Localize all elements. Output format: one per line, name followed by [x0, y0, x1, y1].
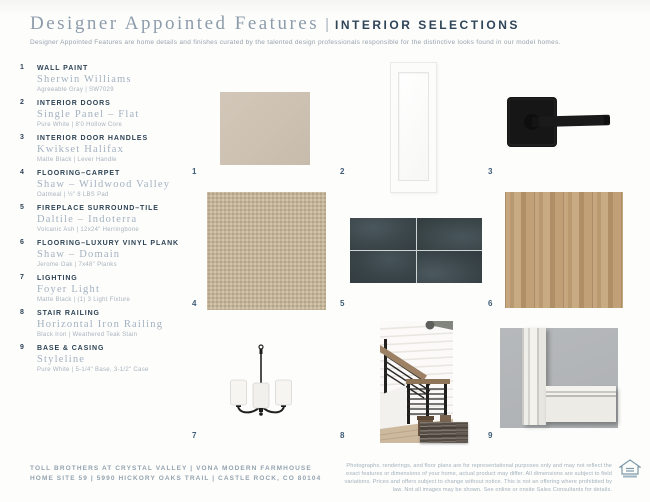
- interior-door-photo: [390, 62, 437, 193]
- item-heading: LIGHTING: [37, 275, 78, 282]
- item-name: Daltile – Indoterra: [37, 214, 138, 225]
- item-name: Shaw – Wildwood Valley: [37, 179, 171, 190]
- foyer-light-photo: [228, 344, 294, 420]
- page-title-caps: INTERIOR SELECTIONS: [335, 18, 520, 32]
- footer-homesite-line: HOME SITE 59 | 5990 HICKORY OAKS TRAIL | CASTLE ROCK, CO 80104: [30, 475, 322, 482]
- list-item-interior-doors: [20, 99, 185, 129]
- swatch-label-7: 7: [192, 431, 197, 440]
- item-heading: FLOORING–LUXURY VINYL PLANK: [37, 240, 180, 247]
- base-sample: [546, 386, 616, 422]
- item-heading: WALL PAINT: [37, 65, 89, 72]
- list-item-fireplace-tile: [20, 204, 185, 234]
- list-item-vinyl-plank: [20, 239, 185, 269]
- page-title: [30, 13, 630, 35]
- footer-address: [30, 464, 321, 484]
- list-item-base-casing: [20, 344, 185, 374]
- item-detail: Pure White | 8'0 Hollow Core: [37, 122, 123, 128]
- item-heading: FLOORING–CARPET: [37, 170, 121, 177]
- tile-cell: [417, 218, 483, 250]
- item-heading: INTERIOR DOORS: [37, 100, 111, 107]
- item-name: Shaw – Domain: [37, 249, 121, 260]
- item-heading: STAIR RAILING: [37, 310, 100, 317]
- item-number: 2: [20, 99, 24, 106]
- wall-paint-swatch: [220, 92, 310, 165]
- item-number: 9: [20, 344, 24, 351]
- item-number: 7: [20, 274, 24, 281]
- page-subtitle: Designer Appointed Features are home details and finishes curated by the talented design professionals responsible for the distinctive looks found in our model homes.: [30, 39, 561, 46]
- item-heading: INTERIOR DOOR HANDLES: [37, 135, 149, 142]
- item-name: Horizontal Iron Railing: [37, 319, 164, 330]
- selections-list: [20, 64, 185, 379]
- swatch-label-1: 1: [192, 167, 197, 176]
- footer-disclaimer: Photographs, renderings, and floor plans are for representational purposes only and may not reflect the exact features or dimensions of your home, actual product may differ. All dimensions are subject to field variations. Prices and offers subject to change without notice. This is not an offering where prohibited by law. Not all images may be shown. See online or onsite Sales Consultants for details.: [344, 463, 612, 493]
- item-heading: BASE & CASING: [37, 345, 105, 352]
- swatch-label-6: 6: [488, 299, 493, 308]
- tile-cell: [417, 251, 483, 283]
- header: [30, 13, 630, 46]
- item-name: Styleline: [37, 354, 86, 365]
- footer-community-line: TOLL BROTHERS AT CRYSTAL VALLEY | VONA MODERN FARMHOUSE: [30, 465, 312, 472]
- item-name: Kwikset Halifax: [37, 144, 125, 155]
- item-number: 3: [20, 134, 24, 141]
- item-detail: Agreeable Gray | SW7029: [37, 87, 114, 93]
- swatch-label-9: 9: [488, 431, 493, 440]
- item-number: 6: [20, 239, 24, 246]
- door-panel: [398, 72, 429, 181]
- list-item-wall-paint: [20, 64, 185, 94]
- casing-sample: [522, 328, 546, 425]
- teak-stain-swatch: [420, 422, 468, 443]
- item-name: Foyer Light: [37, 284, 101, 295]
- swatch-label-4: 4: [192, 299, 197, 308]
- swatch-label-5: 5: [340, 299, 345, 308]
- list-item-lighting: [20, 274, 185, 304]
- swatch-label-3: 3: [488, 167, 493, 176]
- item-detail: Matte Black | Lever Handle: [37, 157, 117, 163]
- base-casing-photo: [500, 328, 618, 428]
- item-detail: Jerome Oak | 7x48" Planks: [37, 262, 117, 268]
- item-detail: Volcanic Ash | 12x24" Herringbone: [37, 227, 139, 233]
- item-detail: Matte Black | (1) 3 Light Fixture: [37, 297, 131, 303]
- swatch-label-8: 8: [340, 431, 345, 440]
- tile-cell: [350, 251, 416, 283]
- list-item-door-handles: [20, 134, 185, 164]
- item-number: 4: [20, 169, 24, 176]
- item-detail: Oatmeal | ½" 8 LBS Pad: [37, 192, 109, 198]
- list-item-stair-railing: [20, 309, 185, 339]
- item-name: Single Panel – Flat: [37, 109, 140, 120]
- item-number: 5: [20, 204, 24, 211]
- page-title-serif: Designer Appointed Features: [30, 13, 320, 34]
- swatch-label-2: 2: [340, 167, 345, 176]
- vinyl-plank-swatch: [505, 192, 623, 308]
- door-handle-photo: [505, 96, 615, 148]
- item-heading: FIREPLACE SURROUND–TILE: [37, 205, 159, 212]
- item-detail: Pure White | 5-1/4" Base, 3-1/2" Case: [37, 367, 149, 373]
- item-number: 1: [20, 64, 24, 71]
- equal-housing-opportunity-icon: [619, 459, 641, 479]
- list-item-carpet: [20, 169, 185, 199]
- title-divider: |: [325, 16, 330, 33]
- item-detail: Black Iron | Weathered Teak Stain: [37, 332, 138, 338]
- item-name: Sherwin Williams: [37, 74, 132, 85]
- item-number: 8: [20, 309, 24, 316]
- fireplace-tile-swatch: [350, 218, 482, 283]
- tile-cell: [350, 218, 416, 250]
- carpet-swatch: [207, 192, 326, 310]
